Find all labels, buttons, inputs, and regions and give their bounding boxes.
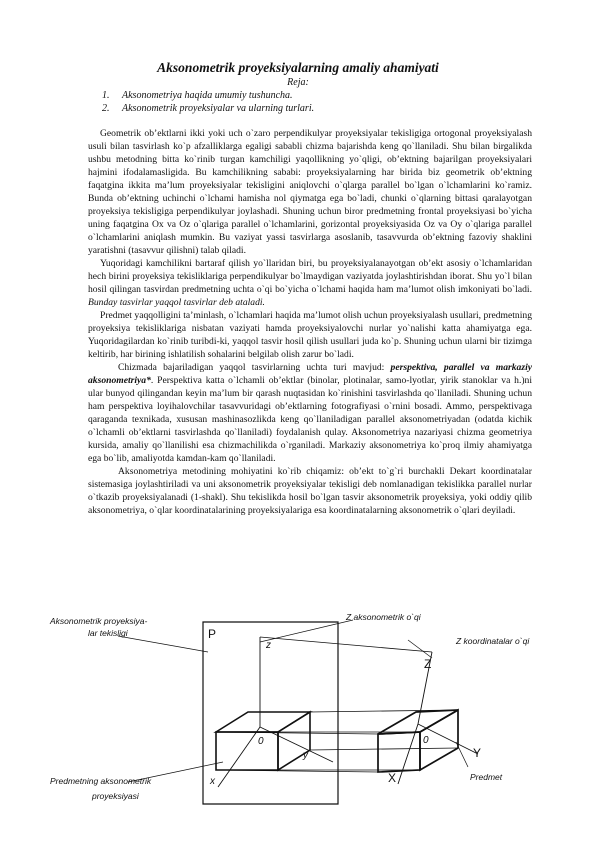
letter-0-small: 0 bbox=[258, 736, 264, 747]
paragraph-4-terms: perspektiva, parallel va markaziy aksonometriya* bbox=[88, 362, 532, 386]
plan-item-number: 1. bbox=[102, 90, 110, 101]
label-object-projection-line-2: proyeksiyasi bbox=[92, 791, 139, 801]
plan-item-number: 2. bbox=[102, 103, 110, 114]
letter-X-big: X bbox=[388, 771, 397, 785]
paragraph-4 bbox=[88, 361, 532, 465]
label-projection-plane-line-2: lar tekisligi bbox=[88, 628, 128, 638]
plan-item-text: Aksonometrik proyeksiyalar va ularning turlari. bbox=[122, 103, 315, 114]
plan-heading: Reja: bbox=[287, 77, 309, 88]
letter-0-big: 0 bbox=[423, 735, 429, 746]
leader-lines bbox=[118, 620, 468, 782]
label-coordinate-axes: Z koordinatalar o`qi bbox=[456, 636, 530, 646]
paragraph-5: Aksonometriya metodining mohiyatini ko`rib chiqamiz: ob’ekt to`g`ri burchakli Dekart koordinatalar sistemasiga joylashtiriladi va uni aksonometrik proyeksiyalar tekisligi deb nomlanadigan tekislikka parallel nurlar o`tkazib proyeksiyalanadi (1-shakl). Shu tekislikda hosil bo`lgan tasvir aksonometrik proyeksiya, yoki oddiy qilib aksonometriya, o`qlar koordinatalarining proyeksiyalariga esa koordinatalarning aksonometrik o`qlari deyiladi. bbox=[88, 466, 532, 516]
plan-item bbox=[102, 102, 314, 115]
paragraph-2 bbox=[88, 257, 532, 309]
paragraph-4-intro: Chizmada bajariladigan yaqqol tasvirlarning uchta turi mavjud: bbox=[118, 362, 385, 373]
letter-Y-big: Y bbox=[473, 746, 482, 760]
label-z-axonometric-axis: Z aksonometrik o`qi bbox=[346, 612, 421, 622]
letter-Z-big: Z bbox=[424, 657, 432, 671]
label-object-projection-line-1: Predmetning aksonometrik bbox=[50, 776, 152, 786]
coordinate-axes bbox=[398, 652, 478, 784]
label-projection-plane-line-1: Aksonometrik proyeksiya- bbox=[50, 616, 148, 626]
document-title: Aksonometrik proyeksiyalarning amaliy ahamiyati bbox=[157, 60, 439, 75]
axonometry-figure bbox=[48, 612, 558, 812]
paragraph-2-text: Yuqoridagi kamchilikni bartaraf qilish yo`llaridan biri, bu proyeksiyalanayotgan ob’ekt asosiy o`lchamlaridan hech birini proyeksiya tekisliklariga perpendikulyar bo`lmaydigan vaziyatda joylashtirishdan iborat. Shu yo`l bilan hosil qilingan tasvirdan predmetning uchta o`qi bo`yicha o`lchami haqida ham ma’lumot olish imkoniyati bo`ladi. bbox=[88, 258, 532, 295]
letter-x-small: x bbox=[210, 776, 215, 787]
document-body bbox=[88, 127, 532, 517]
plan-list bbox=[102, 89, 314, 115]
label-object: Predmet bbox=[470, 772, 503, 782]
plan-item bbox=[102, 89, 314, 102]
axonometry-diagram bbox=[48, 612, 558, 812]
object-box bbox=[378, 710, 458, 772]
plan-item-text: Aksonometriya haqida umumiy tushuncha. bbox=[122, 90, 293, 101]
paragraph-3: Predmet yaqqolligini ta’minlash, o`lchamlari haqida ma’lumot olish uchun proyeksiyalash usullari, predmetning proyeksiya tekisliklariga nisbatan vaziyati hamda proyeksiyalovchi nurlar yo`nalishi katta ahamiyatga ega. Yuqoridagilardan ko`rinib turibdi-ki, yaqqol tasvir hosil qilish usullari juda ko`p. Shuning uchun ularni bir tizimga keltirib, har birining ishlatilish sohalarini belgilab olish zarur bo`ladi. bbox=[88, 310, 532, 360]
letter-z-small: z bbox=[266, 640, 271, 651]
paragraph-2-emphasis: Bunday tasvirlar yaqqol tasvirlar deb ataladi. bbox=[88, 297, 265, 308]
letter-y-small: y bbox=[303, 750, 308, 761]
letter-P: P bbox=[208, 627, 217, 641]
paragraph-4-rest: . Perspektiva katta o`lchamli ob’ektlar (binolar, plotinalar, samo-lyotlar, yirik stanoklar va h.)ni ular bunyod qilingandan keyin ma’lum bir qarash nuqtasidan ko`rinishini tasvirlashda qo`llaniladi. Shuning uchun ham perspektiva loyihalovchilar tasavvuridagi ob’ektlarning fotografiyasi o`rnini bosadi. Ammo, perspektivaga qaraganda texnikada, xususan mashinasozlikda keng qo`llaniladigan parallel aksonometriyadan (odatda kichik o`lchamli ob’ektlarni tasvirlashda qo`llaniladi) foydalanish qulay. Aksonometriya nazariyasi chizma geometriya kursida, amaliy qo`llanilishi esa chizmachilikda o`rganiladi. Markaziy aksonometriya ko`proq ilmiy ahamiyatga ega bo`lib, amaliyotda kamdan-kam qo`llaniladi. bbox=[88, 375, 532, 464]
paragraph-1: Geometrik ob’ektlarni ikki yoki uch o`zaro perpendikulyar proyeksiyalar tekisligiga ortogonal proyeksiyalash usuli bilan tasvirlash ko`p afzalliklarga egaligi sababli chizma bajarishda keng qo`llaniladi. Shu bilan birgalikda ushbu metodning bitta ko`rinib turgan kamchiligi yaqollikning yo`qligi, ob’ektning bajarilgan proyeksiyalari hajmini ifodalamasligida. Bu kamchilikning sababi: proyeksiyalarning har birida biz geometrik ob’ektning faqatgina ikkita ma’lum proyeksiyalar tekisligini aniqlovchi o`qlarga parallel bo`lgan o`lchamlarini ko`ramiz. Bunda ob’ektning uchinchi o`lchami hamisha nol qiymatga ega bo`ladi, chunki o`qlarning bittasi qaralayotgan proyeksiya tekisligiga perpendikulyar joylashadi. Shuning uchun biror predmetning frontal proyeksiyasi bo`yicha uning faqatgina Ox va Oz o`qlariga parallel o`lchamlarini, gorizontal proyeksiyasida Oz va Oy o`qlariga parallel o`lchamlarini aniqlash mumkin. Bu vaziyat yassi tasvirlarga asoslanib, tasavvurda ob’ektning fazoviy shaklini yaratishni (tasavvur qilishni) talab qiladi. bbox=[88, 128, 532, 256]
